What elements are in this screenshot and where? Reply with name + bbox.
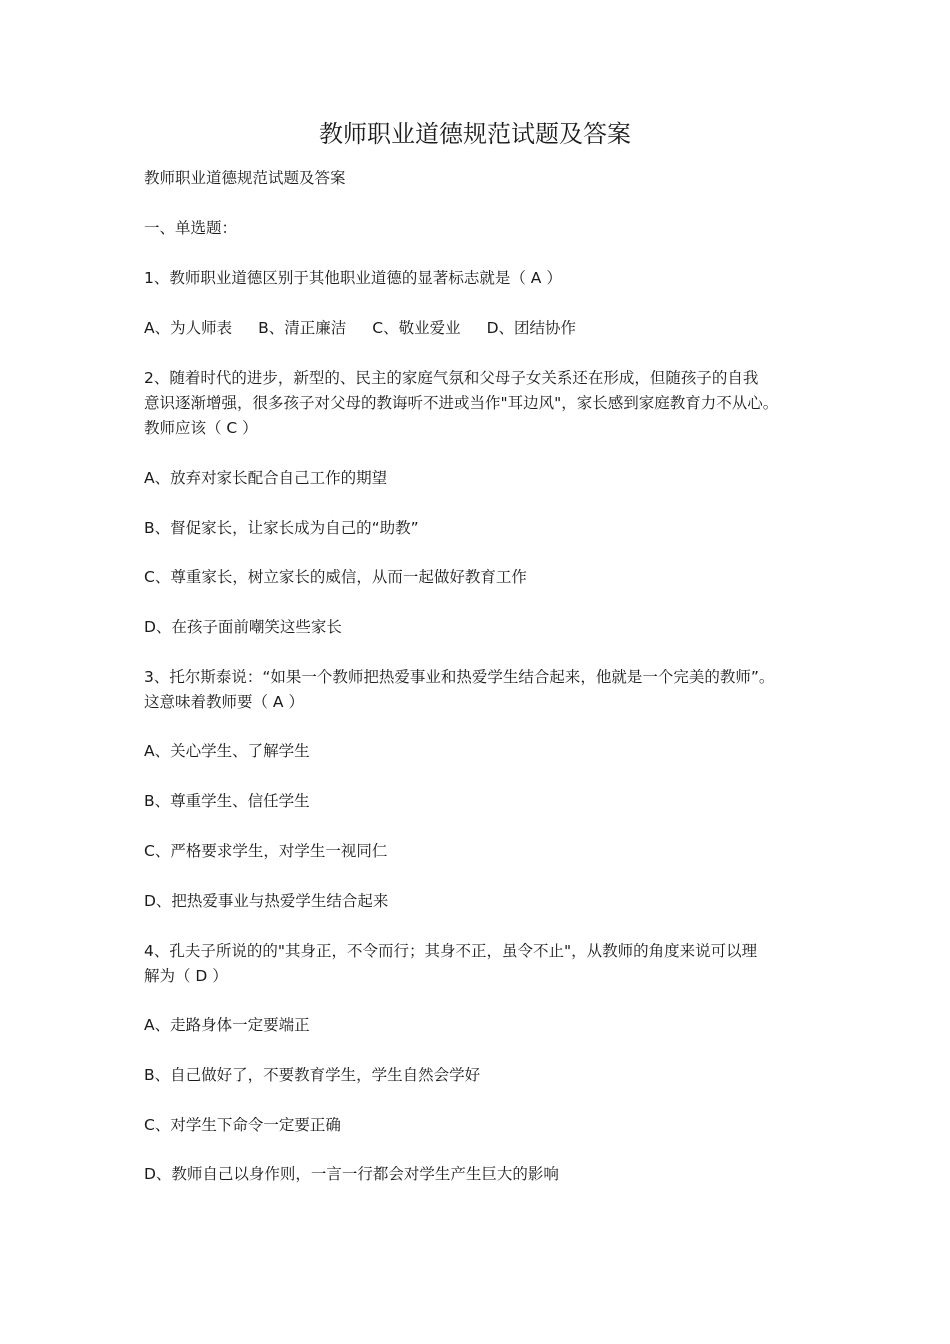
q3-option-b: B、尊重学生、信任学生: [144, 792, 310, 810]
q3-option-d: D、把热爱事业与热爱学生结合起来: [144, 892, 389, 910]
q1-option-b: B、清正廉洁: [258, 319, 347, 337]
q2-option-d: D、在孩子面前嘲笑这些家长: [144, 618, 342, 636]
q4-option-c: C、对学生下命令一定要正确: [144, 1116, 341, 1134]
q2-option-c: C、尊重家长，树立家长的威信，从而一起做好教育工作: [144, 568, 527, 586]
q4-option-a: A、走路身体一定要端正: [144, 1016, 310, 1034]
q1-option-a: A、为人师表: [144, 319, 233, 337]
question-4-line-1: 4、孔夫子所说的的"其身正，不令而行；其身不正，虽令不止"，从教师的角度来说可以理: [144, 942, 758, 960]
question-2: [144, 366, 814, 441]
q2-option-b: B、督促家长，让家长成为自己的“助教”: [144, 519, 419, 537]
question-3-line-1: 3、托尔斯泰说：“如果一个教师把热爱事业和热爱学生结合起来，他就是一个完美的教师”。: [144, 668, 775, 686]
q2-option-a: A、放弃对家长配合自己工作的期望: [144, 469, 388, 487]
q3-option-c: C、严格要求学生，对学生一视同仁: [144, 842, 388, 860]
document-title: 教师职业道德规范试题及答案: [319, 120, 631, 148]
question-4: [144, 939, 814, 989]
question-2-line-2: 意识逐渐增强，很多孩子对父母的教诲听不进或当作"耳边风"，家长感到家庭教育力不从心。: [144, 394, 779, 412]
question-2-line-3: 教师应该（ C ）: [144, 419, 258, 437]
question-3: [144, 665, 814, 715]
q1-option-d: D、团结协作: [486, 319, 577, 337]
q3-option-a: A、关心学生、了解学生: [144, 742, 310, 760]
section-heading: 一、单选题：: [144, 219, 238, 237]
question-4-line-2: 解为（ D ）: [144, 967, 228, 985]
question-1: 1、教师职业道德区别于其他职业道德的显著标志就是（ A ）: [144, 269, 562, 287]
q1-option-c: C、敬业爱业: [372, 319, 461, 337]
document-subtitle: 教师职业道德规范试题及答案: [144, 169, 346, 187]
q4-option-b: B、自己做好了，不要教育学生，学生自然会学好: [144, 1066, 481, 1084]
q4-option-d: D、教师自己以身作则，一言一行都会对学生产生巨大的影响: [144, 1165, 559, 1183]
question-1-options: [144, 316, 814, 341]
question-3-line-2: 这意味着教师要（ A ）: [144, 693, 304, 711]
question-2-line-1: 2、随着时代的进步，新型的、民主的家庭气氛和父母子女关系还在形成，但随孩子的自我: [144, 369, 759, 387]
